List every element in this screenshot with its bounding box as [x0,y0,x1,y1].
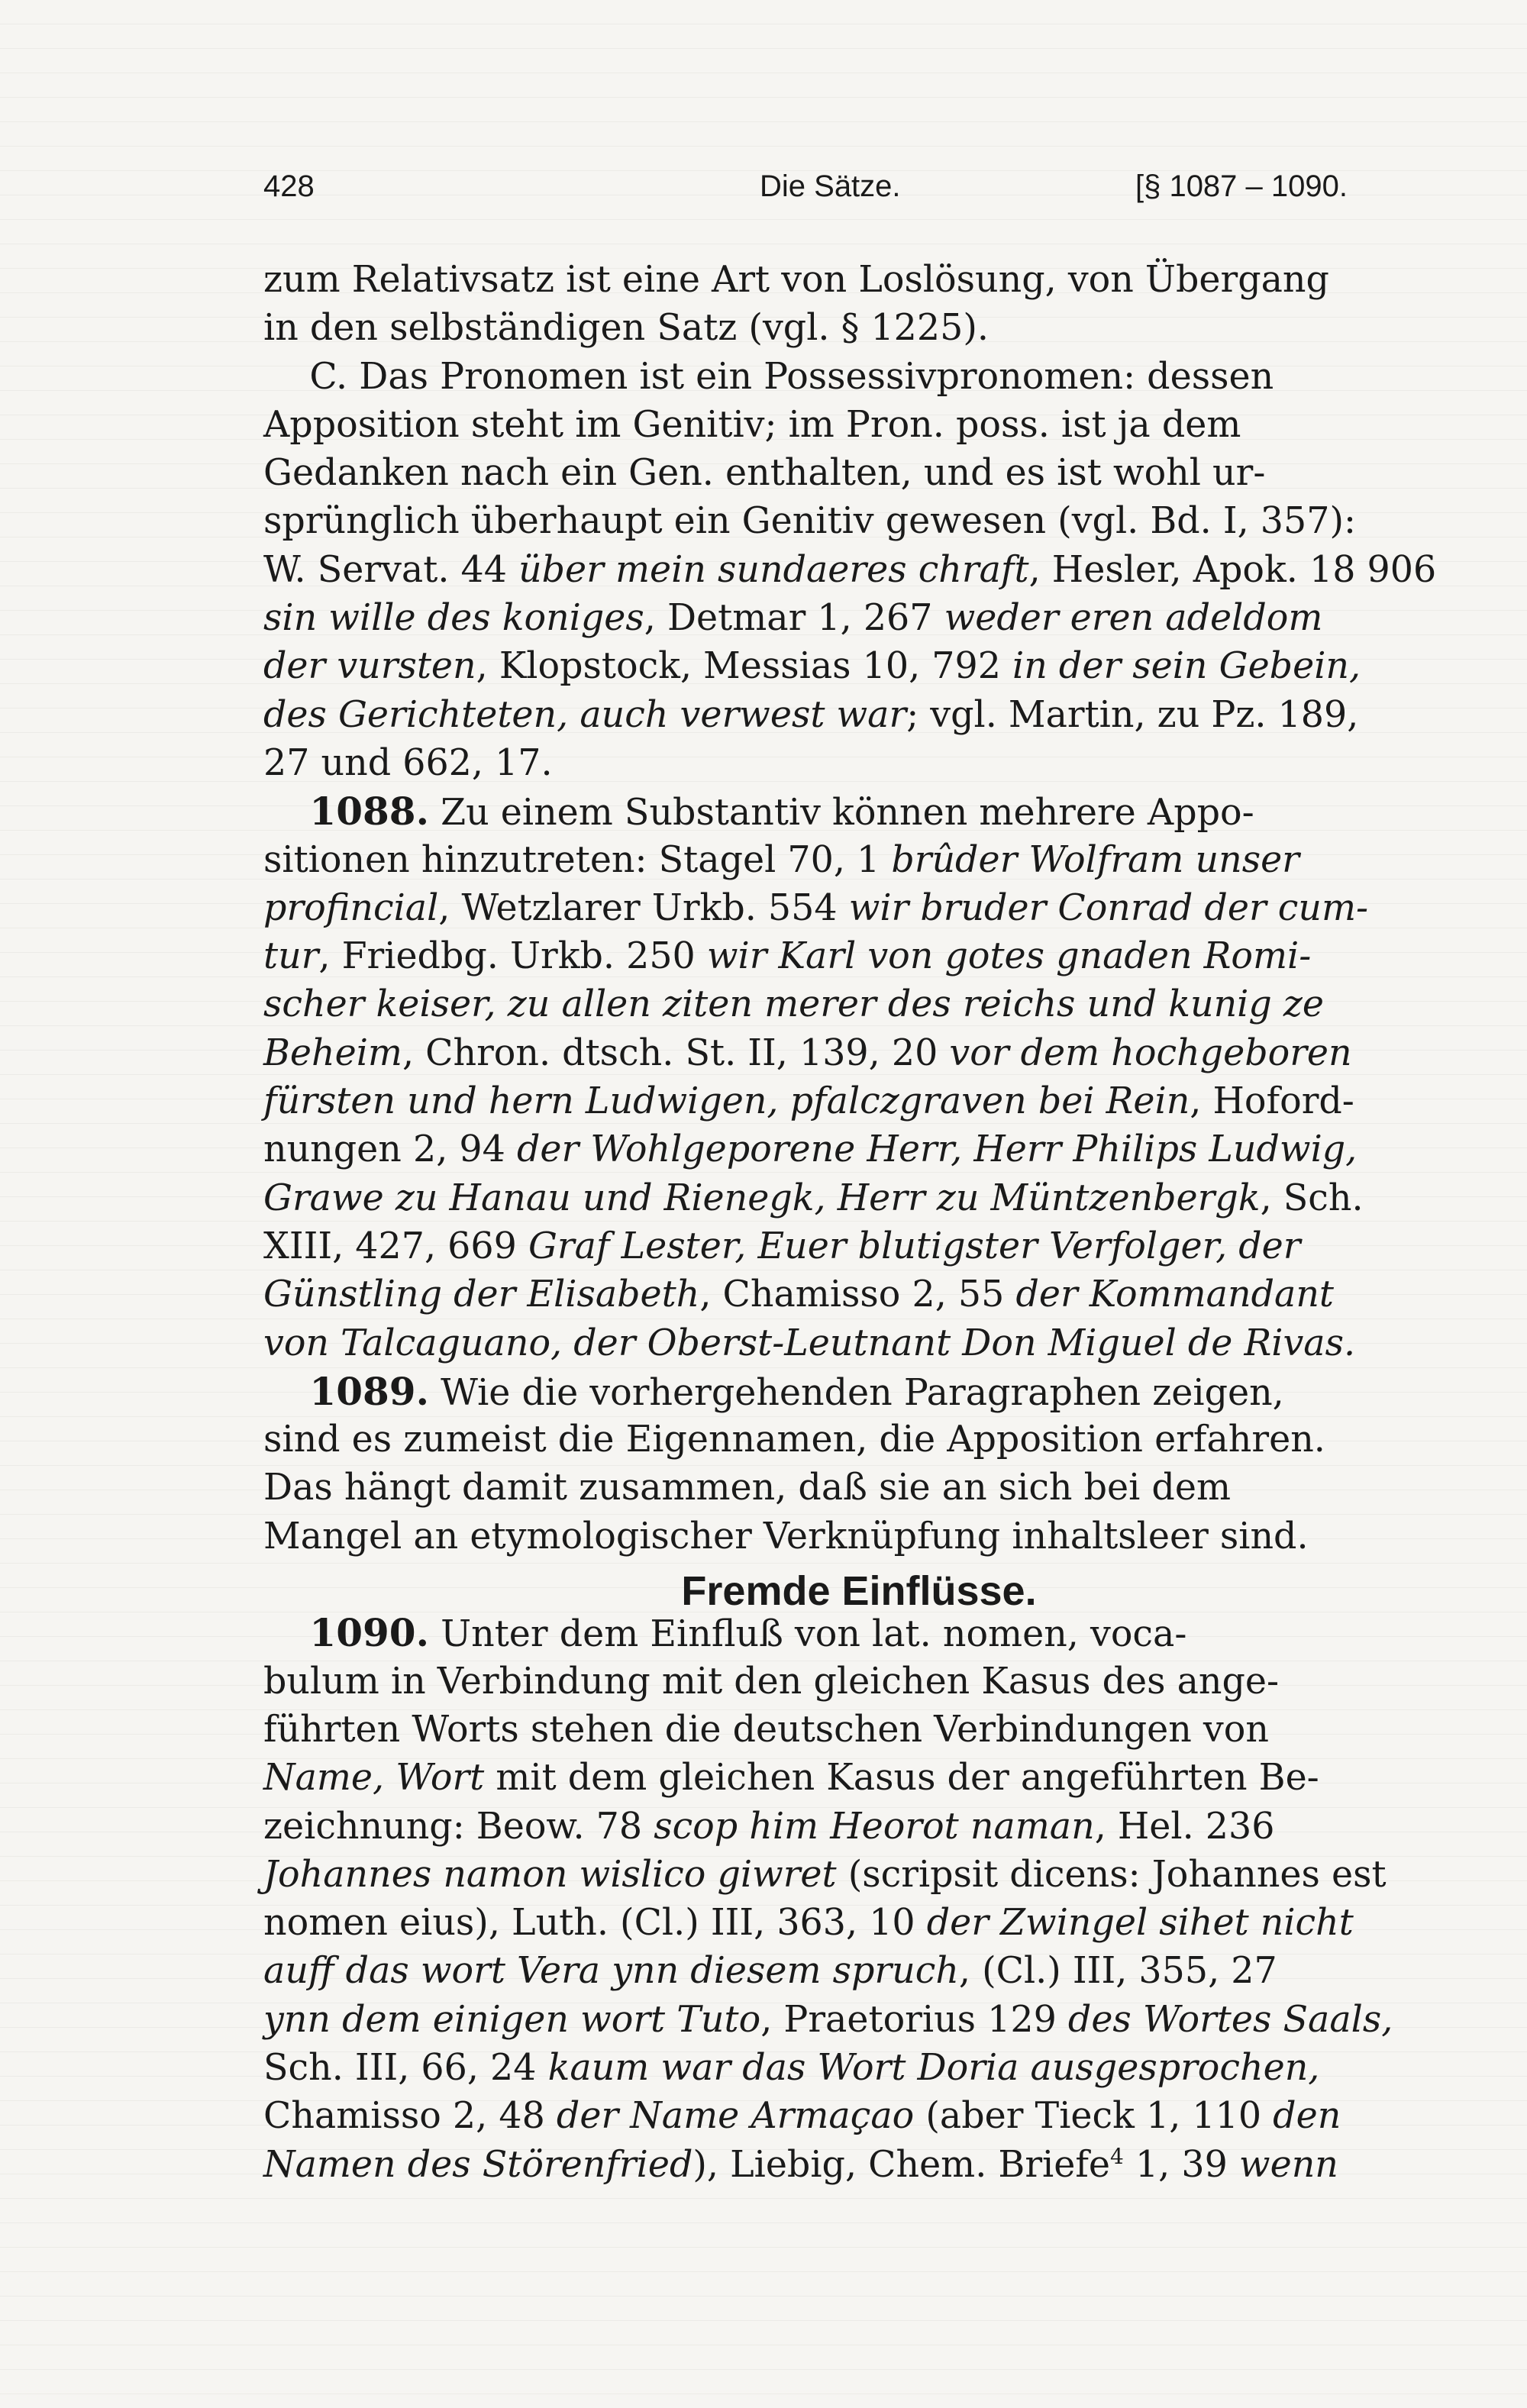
text-line [263,1512,1409,1561]
text-segment: nomen eius), Luth. (Cl.) III, 363, 10 [263,1902,927,1945]
text-segment: C. Das Pronomen ist ein Possessivpronomen: dessen [263,355,1274,398]
italic-citation: Grawe zu Hanau und Rienegk, Herr zu Müntzenbergk [263,1177,1261,1219]
italic-citation: über mein sundaeres chraft [518,548,1029,591]
italic-citation: weder eren adeldom [944,597,1323,640]
section-heading: Fremde Einflüsse. [681,1568,1037,1615]
italic-citation: vor dem hochgeboren [949,1031,1352,1074]
italic-citation: wir Karl von gotes gnaden Romi- [706,935,1312,978]
text-line [263,1899,1409,1947]
text-line [263,1609,1409,1657]
text-line [263,1125,1409,1173]
text-segment: , Hel. 236 [1094,1805,1275,1848]
text-segment: , Sch. [1260,1177,1364,1219]
body-text [263,256,1437,2189]
text-segment: ), Liebig, Chem. Briefe [692,2143,1111,2186]
text-segment: (aber Tieck 1, 110 [914,2095,1274,2138]
italic-citation: Graf Lester, Euer blutigster Verfolger, der [528,1225,1301,1267]
text-line [263,546,1437,594]
text-line [263,2092,1409,2140]
italic-citation: in der sein Gebein, [1012,645,1361,688]
text-line [263,884,1409,932]
text-line [263,2044,1409,2092]
italic-citation: der vursten [263,645,476,688]
text-segment: ; vgl. Martin, zu Pz. 189, [906,693,1359,736]
text-segment: , Praetorius 129 [760,1998,1068,2041]
text-segment: führten Worts stehen die deutschen Verbindungen von [263,1708,1269,1751]
text-segment [263,1613,309,1655]
text-segment [263,792,309,834]
italic-citation: der Name Armaçao [556,2095,915,2138]
text-line [263,1464,1409,1512]
text-line [263,256,1409,304]
text-line [263,1803,1409,1851]
italic-citation: ynn dem einigen wort Tuto [263,1998,761,2041]
text-line [263,497,1409,545]
running-title: Die Sätze. [760,169,901,203]
text-segment: Unter dem Einfluß von lat. nomen, voca- [428,1613,1187,1656]
italic-citation: Günstling der Elisabeth [263,1273,700,1316]
text-line [263,304,1409,352]
italic-citation: profincial [263,886,439,929]
paragraph-number: 1090. [309,1610,429,1656]
italic-citation: der Wohlgeporene Herr, Herr Philips Ludwig, [516,1128,1358,1171]
italic-citation: Beheim [263,1031,402,1074]
text-segment: Das hängt damit zusammen, daß sie an sich bei dem [263,1467,1231,1509]
text-segment: Mangel an etymologischer Verknüpfung inhaltsleer sind. [263,1515,1309,1557]
text-segment: Sch. III, 66, 24 [263,2046,548,2089]
italic-citation: sin wille des koniges [263,597,644,640]
italic-citation: Johannes namon wislico giwret [263,1853,837,1896]
text-line [263,836,1409,884]
text-segment: W. Servat. 44 [263,548,519,591]
italic-citation: scop him Heorot naman [654,1805,1095,1848]
text-segment: Apposition steht im Genitiv; im Pron. poss. ist ja dem [263,403,1241,446]
text-segment: sitionen hinzutreten: Stagel 70, 1 [263,838,892,881]
text-line [263,1415,1409,1464]
italic-citation: des Wortes Saals, [1067,1998,1393,2041]
italic-citation: brûder Wolfram unser [891,838,1299,881]
text-line [263,1319,1409,1367]
text-segment: XIII, 427, 669 [263,1225,528,1267]
italic-citation: Namen des Störenfried [263,2143,693,2186]
text-line [263,594,1409,642]
italic-citation: des Gerichteten, auch verwest war [263,693,907,736]
text-segment: , Wetzlarer Urkb. 554 [438,886,849,929]
text-line [263,1754,1409,1802]
text-line [263,1077,1409,1125]
italic-citation: Name, Wort [263,1757,485,1800]
text-segment: , Chamisso 2, 55 [699,1273,1016,1316]
text-segment [263,1372,309,1414]
text-segment: 27 und 662, 17. [263,741,553,784]
italic-citation: fürsten und hern Ludwigen, pfalczgraven bei Rein [263,1080,1190,1123]
superscript: 4 [1110,2143,1124,2169]
italic-citation: kaum war das Wort Doria ausgesprochen, [547,2046,1320,2089]
text-line [263,1270,1409,1319]
text-line [263,1996,1409,2044]
text-segment: in den selbständigen Satz (vgl. § 1225). [263,307,989,350]
text-line [263,1851,1409,1899]
text-segment: (scripsit dicens: Johannes est [836,1853,1387,1896]
text-line [263,401,1409,449]
text-segment: nungen 2, 94 [263,1128,517,1171]
text-segment: bulum in Verbindung mit den gleichen Kasus des ange- [263,1660,1280,1703]
section-range: [§ 1087 – 1090. [1135,169,1348,203]
text-line [263,1706,1409,1754]
text-segment: , Detmar 1, 267 [644,597,944,640]
text-line [263,449,1409,497]
text-line [263,1658,1409,1706]
text-segment: sind es zumeist die Eigennamen, die Apposition erfahren. [263,1419,1325,1461]
paragraph-number: 1089. [309,1368,429,1414]
italic-citation: wenn [1238,2143,1338,2186]
italic-citation: der Kommandant [1015,1273,1334,1316]
italic-citation: von Talcaguano, der Oberst-Leutnant Don Miguel de Rivas. [263,1322,1356,1364]
text-segment: zum Relativsatz ist eine Art von Loslösung, von Übergang [263,259,1329,301]
text-segment: zeichnung: Beow. 78 [263,1805,654,1848]
text-segment: Gedanken nach ein Gen. enthalten, und es ist wohl ur- [263,452,1266,495]
text-segment: Chamisso 2, 48 [263,2095,557,2138]
page-number: 428 [263,169,315,203]
text-line [263,642,1409,690]
text-line [263,1947,1409,1995]
text-line [263,1174,1409,1222]
italic-citation: der Zwingel sihet nicht [926,1902,1354,1945]
text-line [263,787,1409,835]
text-line [263,2141,1409,2189]
paragraph-number: 1088. [309,789,429,834]
text-line [263,1222,1409,1270]
text-segment: mit dem gleichen Kasus der angeführten Be- [484,1757,1319,1800]
italic-citation: wir bruder Conrad der cum- [848,886,1369,929]
text-line [263,1367,1409,1415]
italic-citation: tur [263,935,319,978]
text-segment: , (Cl.) III, 355, 27 [958,1950,1277,1993]
text-segment: , Friedbg. Urkb. 250 [318,935,707,978]
italic-citation: scher keiser, zu allen ziten merer des reichs und kunig ze [263,983,1325,1026]
text-line [263,353,1409,401]
text-segment: , Hoford- [1190,1080,1354,1123]
text-line [263,739,1409,787]
text-segment: , Hesler, Apok. 18 906 [1028,548,1437,591]
text-line [263,980,1409,1028]
text-segment: sprünglich überhaupt ein Genitiv gewesen (vgl. Bd. I, 357): [263,500,1357,543]
text-line [263,691,1409,739]
text-segment: , Klopstock, Messias 10, 792 [476,645,1013,688]
italic-citation: den [1273,2095,1341,2138]
italic-citation: auff das wort Vera ynn diesem spruch [263,1950,959,1993]
text-line [263,932,1409,980]
text-segment: , Chron. dtsch. St. II, 139, 20 [402,1031,950,1074]
running-header [263,169,1348,215]
text-line [263,1029,1409,1077]
text-segment: Zu einem Substantiv können mehrere Appo- [428,792,1254,834]
text-segment: 1, 39 [1123,2143,1239,2186]
text-segment: Wie die vorhergehenden Paragraphen zeigen, [428,1371,1284,1414]
